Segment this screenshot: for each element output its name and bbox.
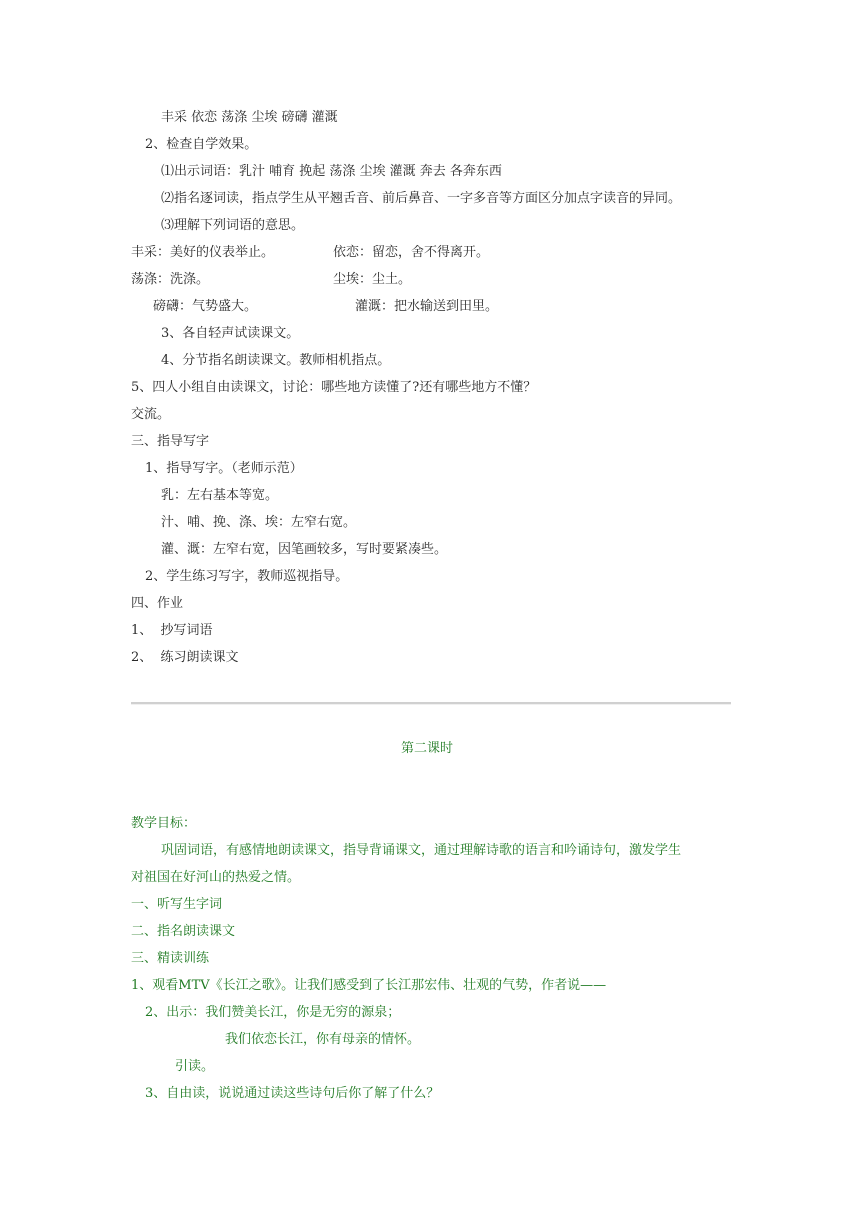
definition-left: 荡涤：洗涤。 [131,272,210,287]
step-2-1: ⑴出示词语：乳汁 哺育 挽起 荡涤 尘埃 灌溉 奔去 各奔东西 [161,164,502,179]
step-2-2: ⑵指名逐词读，指点学生从平翘舌音、前后鼻音、一字多音等方面区分加点字读音的异同。 [161,191,682,206]
section-heading: 二、指名朗读课文 [131,924,236,939]
step-2-3: ⑶理解下列词语的意思。 [161,218,305,233]
definition-left: 丰采：美好的仪表举止。 [131,245,275,260]
definition-right: 尘埃：尘土。 [333,272,412,287]
training-step-1: 1、观看MTV《长江之歌》。让我们感受到了长江那宏伟、壮观的气势，作者说—— [131,978,607,993]
lesson-title: 第二课时 [401,741,454,756]
step-5-exchange: 交流。 [131,407,171,422]
training-step-2: 2、出示：我们赞美长江，你是无穷的源泉； [145,1005,401,1020]
writing-note: 乳：左右基本等宽。 [161,488,279,503]
writing-note: 灌、溉：左窄右宽，因笔画较多，写时要紧凑些。 [161,542,448,557]
horizontal-divider [131,702,731,705]
section-heading: 三、指导写字 [131,434,210,449]
definition-left: 磅礴：气势盛大。 [153,299,258,314]
training-step-2-verse: 我们依恋长江，你有母亲的情怀。 [225,1032,421,1047]
writing-step-1: 1、指导写字。（老师示范） [145,461,303,476]
definition-right: 依恋：留恋，舍不得离开。 [333,245,490,260]
section-heading: 三、精读训练 [131,951,210,966]
writing-step-2: 2、学生练习写字，教师巡视指导。 [145,569,349,584]
training-step-3: 3、自由读，说说通过读这些诗句后你了解了什么？ [145,1086,440,1101]
goal-text: 巩固词语，有感情地朗读课文，指导背诵课文，通过理解诗歌的语言和吟诵诗句，激发学生 [161,843,682,858]
step-2: 2、检查自学效果。 [145,137,258,152]
step-4: 4、分节指名朗读课文。教师相机指点。 [161,353,391,368]
homework-item: 1、 抄写词语 [131,623,213,638]
goal-label: 教学目标： [131,816,197,831]
step-5: 5、四人小组自由读课文，讨论：哪些地方读懂了?还有哪些地方不懂？ [131,380,537,395]
homework-item: 2、 练习朗读课文 [131,650,239,665]
goal-text: 对祖国在好河山的热爱之情。 [131,870,301,885]
section-heading: 四、作业 [131,596,184,611]
training-step-2-lead: 引读。 [175,1059,215,1074]
section-heading: 一、听写生字词 [131,897,223,912]
vocab-line: 丰采 依恋 荡涤 尘埃 磅礴 灌溉 [161,110,338,125]
writing-note: 汁、哺、挽、涤、埃：左窄右宽。 [161,515,357,530]
step-3: 3、各自轻声试读课文。 [161,326,300,341]
definition-right: 灌溉：把水输送到田里。 [355,299,499,314]
